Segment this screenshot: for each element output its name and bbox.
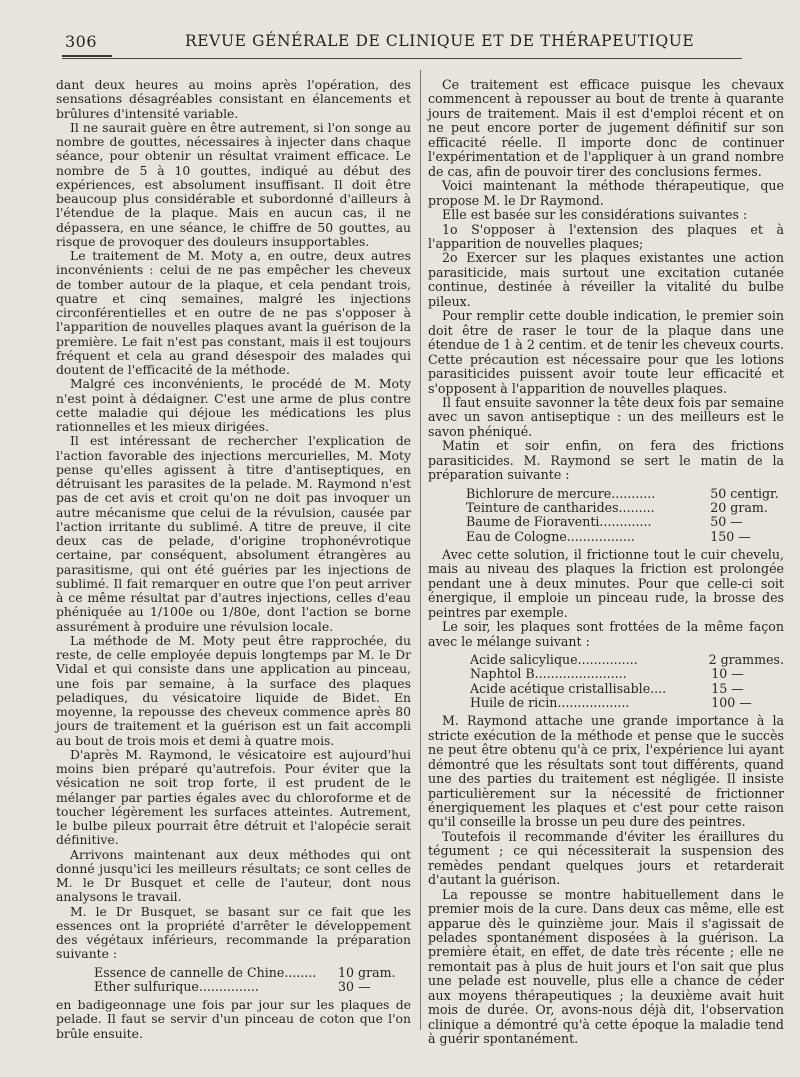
- recipe-row: [428, 501, 784, 515]
- ingredient-name: Essence de cannelle de Chine........: [94, 965, 317, 980]
- paragraph: La repousse se montre habituellement dans le premier mois de la cure. Dans deux cas même, elle est apparue dès le quinzième jour. Mais il s'agissait de pelades spontanément disposées à la guérison. La première était, en effet, de date très récente ; elle ne remontait pas à plus de huit jours et l'on sait que plus une pelade est nouvelle, plus elle a chance de céder aux moyens thérapeutiques ; la deuxième avait huit mois de durée. Or, avons-nous déjà dit, l'observation clinique a démontré qu'à cette époque la maladie tend à guérir spontanément.: [428, 886, 784, 1047]
- left-column: [56, 78, 411, 1041]
- recipe-row: [428, 696, 784, 710]
- paragraph: Voici maintenant la méthode thérapeutique, que propose M. le Dr Raymond.: [428, 178, 784, 208]
- recipe-row: [428, 487, 784, 501]
- ingredient-name: Acide acétique cristallisable....: [470, 681, 667, 696]
- paragraph: Ce traitement est efficace puisque les chevaux commencent à repousser au bout de trente à quarante jours de traitement. Mais il est d'emploi récent et on ne peut encore porter de jugement définitif sur son efficacité réelle. Il importe donc de continuer l'expérimentation et de l'appliquer à un grand nombre de cas, afin de pouvoir tirer des conclusions fermes.: [428, 77, 784, 179]
- recipe-row: [428, 667, 784, 681]
- recipe-row: [56, 980, 411, 994]
- paragraph: Le soir, les plaques sont frottées de la même façon avec le mélange suivant :: [428, 619, 784, 649]
- ingredient-name: Bichlorure de mercure...........: [466, 486, 656, 501]
- paragraph: M. le Dr Busquet, se basant sur ce fait que les essences ont la propriété d'arrêter le développement des végétaux inférieurs, recommande la préparation suivante :: [56, 903, 411, 962]
- recipe-row: [428, 653, 784, 667]
- morning-recipe: [428, 487, 784, 544]
- paragraph: Malgré ces inconvénients, le procédé de M. Moty n'est point à dédaigner. C'est une arme de plus contre cette maladie qui déjoue les médications les plus rationnelles et les mieux dirigées.: [56, 376, 411, 434]
- ingredient-quantity: 2 grammes.: [708, 652, 784, 668]
- ingredient-name: Teinture de cantharides.........: [466, 500, 655, 515]
- ingredient-quantity: 15 —: [711, 680, 744, 696]
- ingredient-quantity: 50 —: [710, 514, 743, 530]
- ingredient-name: Acide salicylique...............: [470, 653, 638, 668]
- paragraph: Il ne saurait guère en être autrement, si l'on songe au nombre de gouttes, nécessaires à injecter dans chaque séance, pour obtenir un résultat vraiment efficace. Le nombre de 5 à 10 gouttes, indiqué au début des expériences, est absolument insuffisant. Il doit être beaucoup plus considérable et subordonné d'ailleurs à l'étendue de la plaque. Mais en aucun cas, il ne dépassera, en une séance, le chiffre de 50 gouttes, au risque de provoquer des douleurs insupportables.: [56, 119, 411, 249]
- ingredient-name: Naphtol B.......................: [470, 667, 627, 682]
- paragraph: D'après M. Raymond, le vésicatoire est aujourd'hui moins bien préparé qu'autrefois. Pour éviter que la vésication ne soit trop forte, il est prudent de le mélanger par parties égales avec du chloroforme et de toucher légèrement les surfaces atteintes. Autrement, le bulbe pileux pourrait être détruit et l'alopécie serait définitive.: [56, 746, 411, 848]
- ingredient-quantity: 10 —: [711, 666, 744, 682]
- paragraph: Le traitement de M. Moty a, en outre, deux autres inconvénients : celui de ne pas empêcher les cheveux de tomber autour de la plaque, et cela pendant trois, quatre et cinq semaines, malgré les injections circonférentielles et en outre de ne pas s'opposer à l'apparition de nouvelles plaques avant la guérison de la première. Le fait n'est pas constant, mais il est toujours fréquent et cela au grand désespoir des malades qui doutent de l'efficacité de la méthode.: [56, 248, 411, 377]
- right-column: [428, 78, 784, 1047]
- paragraph: Elle est basée sur les considérations suivantes :: [442, 207, 748, 223]
- ingredient-quantity: 100 —: [711, 694, 752, 710]
- busquet-recipe: [56, 966, 411, 995]
- paragraph: Arrivons maintenant aux deux méthodes qui ont donné jusqu'ici les meilleurs résultats; ce sont celles de M. le Dr Busquet et celle de l'auteur, dont nous analysons le travail.: [56, 846, 411, 905]
- paragraph: 1o S'opposer à l'extension des plaques et à l'apparition de nouvelles plaques;: [428, 221, 784, 251]
- ingredient-quantity: 30 —: [338, 978, 371, 994]
- paragraph: Il faut ensuite savonner la tête deux fois par semaine avec un savon antiseptique : un des meilleurs est le savon phéniqué.: [428, 394, 784, 439]
- page-header: [0, 26, 800, 52]
- column-divider: [420, 70, 421, 1030]
- ingredient-quantity: 20 gram.: [710, 499, 768, 515]
- ingredient-quantity: 50 centigr.: [710, 485, 779, 501]
- paragraph: dant deux heures au moins après l'opération, des sensations désagréables consistant en élancements et brûlures d'intensité variable.: [56, 77, 411, 121]
- ingredient-name: Baume de Fioraventi.............: [466, 515, 652, 530]
- paragraph: Toutefois il recommande d'éviter les éraillures du tégument ; ce qui nécessiterait la suspension des remèdes pendant quelques jours et retarderait d'autant la guérison.: [428, 828, 784, 888]
- paragraph: Matin et soir enfin, on fera des frictions parasiticides. M. Raymond se sert le matin de la préparation suivante :: [428, 438, 784, 483]
- evening-recipe: [428, 653, 784, 710]
- recipe-row: [428, 530, 784, 544]
- paragraph: Avec cette solution, il frictionne tout le cuir chevelu, mais au niveau des plaques la friction est prolongée pendant une à deux minutes. Pour que celle-ci soit énergique, il emploie un pinceau rude, la brosse des peintres par exemple.: [428, 546, 784, 620]
- ingredient-name: Eau de Cologne.................: [466, 529, 635, 544]
- ingredient-name: Ether sulfurique...............: [94, 979, 259, 994]
- recipe-row: [56, 966, 411, 980]
- paragraph: La méthode de M. Moty peut être rapprochée, du reste, de celle employée depuis longtemps par M. le Dr Vidal et qui consiste dans une application au pinceau, une fois par semaine, à la surface des plaques peladiques, du vésicatoire liquide de Bidet. En moyenne, la repousse des cheveux commence après 80 jours de traitement et la guérison est un fait accompli au bout de trois mois et demi à quatre mois.: [56, 632, 411, 748]
- header-ornament: [62, 55, 112, 57]
- paragraph: 2o Exercer sur les plaques existantes une action parasiticide, mais surtout une excitation cutanée continue, destinée à réveiller la vitalité du bulbe pileux.: [428, 250, 784, 309]
- header-rule: [62, 58, 742, 59]
- running-title: REVUE GÉNÉRALE DE CLINIQUE ET DE THÉRAPEUTIQUE: [185, 32, 695, 50]
- paragraph: Pour remplir cette double indication, le premier soin doit être de raser le tour de la plaque dans une étendue de 1 à 2 centim. et de tenir les cheveux courts. Cette précaution est nécessaire pour que les lotions parasiticides puissent avoir toute leur efficacité et s'opposent à l'apparition de nouvelles plaques.: [428, 308, 784, 396]
- recipe-row: [428, 515, 784, 529]
- page-number: 306: [65, 32, 98, 51]
- paragraph: M. Raymond attache une grande importance à la stricte exécution de la méthode et pense que le succès ne peut être obtenu qu'à ce prix, l'expérience lui ayant démontré que les résultats sont tout différents, quand une des parties du traitement est négligée. Il insiste particulièrement sur la nécessité de frictionner énergiquement les plaques et c'est pour cette raison qu'il conseille la brosse un peu dure des peintres.: [428, 713, 784, 830]
- paragraph: Il est intéressant de rechercher l'explication de l'action favorable des injections mercurielles, M. Moty pense qu'elles agissent à titre d'antiseptiques, en détruisant les parasites de la pelade. M. Raymond n'est pas de cet avis et croit qu'on ne doit pas invoquer un autre mécanisme que celui de la révulsion, causée par l'action irritante du sublimé. A titre de preuve, il cite deux cas de pelade, d'origine trophonévrotique certaine, par conséquent, absolument étrangères au parasitisme, qui ont été guéries par les injections de sublimé. Il fait remarquer en outre que l'on peut arriver à ce même résultat par d'autres injections, celles d'eau phéniquée au 1/100e ou 1/80e, dont l'action se borne assurément à produire une révulsion locale.: [56, 433, 411, 634]
- ingredient-quantity: 150 —: [710, 528, 751, 544]
- ingredient-name: Huile de ricin..................: [470, 695, 630, 710]
- recipe-row: [428, 682, 784, 696]
- paragraph: en badigeonnage une fois par jour sur les plaques de pelade. Il faut se servir d'un pinceau de coton que l'on brûle ensuite.: [56, 997, 411, 1041]
- ingredient-quantity: 10 gram.: [338, 964, 396, 980]
